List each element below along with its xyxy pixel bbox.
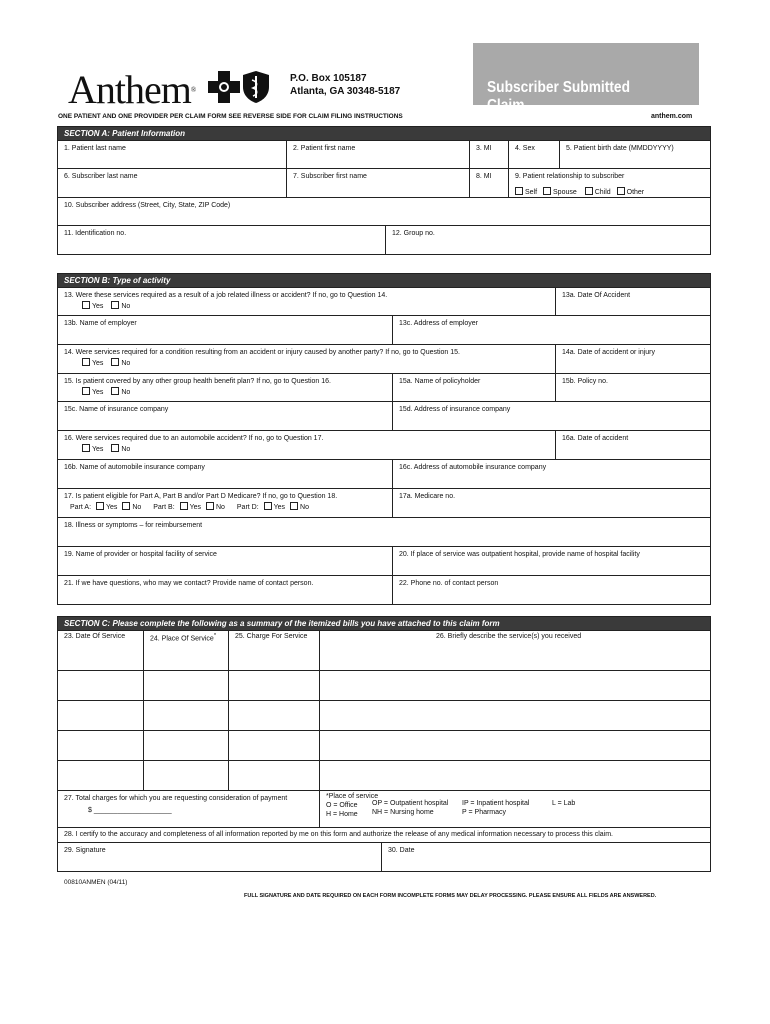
other-label: Other [626,189,645,196]
q27-label: 27. Total charges for which you are requesting consideration of payment [64,795,288,802]
part-a-yes-label: Yes [105,504,118,511]
service-date-cell[interactable] [58,761,143,790]
child-checkbox[interactable] [585,187,593,195]
website: anthem.com [651,113,693,120]
row-b19 [58,546,710,575]
subscriber-mi-field[interactable]: 8. MI [469,169,508,197]
service-place-cell[interactable] [143,731,228,760]
address-line2: Atlanta, GA 30348-5187 [290,86,401,97]
row-b15c [58,401,710,430]
spouse-checkbox[interactable] [543,187,551,195]
service-date-cell[interactable] [58,641,143,670]
place-of-service-key [319,791,710,827]
q14-no-label: No [121,360,131,367]
relationship-label: 9. Patient relationship to subscriber [515,173,625,180]
q20-hospital-facility-field[interactable]: 20. If place of service was outpatient hospital, provide name of hospital facility [392,547,710,575]
q28-certification: 28. I certify to the accuracy and completeness of all information reported by me on this form and authorize the release of any medical information necessary to process this claim. [64,831,613,838]
row-b15 [58,373,710,401]
q15d-insurance-address-field[interactable]: 15d. Address of insurance company [392,402,710,430]
service-date-cell[interactable] [58,731,143,760]
q29-signature-field[interactable]: 29. Signature [64,847,106,854]
q15c-insurance-company-field[interactable]: 15c. Name of insurance company [64,406,169,413]
q17-options [64,502,392,512]
section-a-title: SECTION A: Patient Information [58,127,710,140]
service-row [58,730,710,760]
col-date-of-service-header: 23. Date Of Service [64,633,126,640]
child-label: Child [594,189,611,196]
q15-options [64,387,392,397]
q21-contact-person-field[interactable]: 21. If we have questions, who may we contact? Provide name of contact person. [64,580,314,587]
service-row [58,700,710,730]
pos-lab: L = Lab [552,800,576,807]
row-c28 [58,827,710,842]
service-description-cell[interactable] [319,671,710,700]
anthem-logo: Anthem® [68,67,196,112]
pos-inpatient: IP = Inpatient hospital [462,800,530,807]
pos-outpatient: OP = Outpatient hospital [372,800,449,807]
col24-asterisk: * [213,633,217,639]
service-description-cell[interactable] [319,761,710,790]
q13-no-checkbox[interactable] [111,301,119,309]
q15-label: 15. Is patient covered by any other group health benefit plan? If no, go to Question 16. [64,378,331,385]
q13-yes-checkbox[interactable] [82,301,90,309]
pos-key-col1 [326,792,378,819]
identification-no-field[interactable]: 11. Identification no. [64,230,127,237]
q15-yes-label: Yes [92,389,104,396]
part-d-no-checkbox[interactable] [290,502,298,510]
q16-yes-label: Yes [92,446,104,453]
blue-cross-icon [207,70,241,104]
pos-key-col3 [462,799,529,817]
part-d-no-label: No [300,504,309,511]
q16-cell [58,431,555,459]
part-a-no-label: No [132,504,142,511]
part-d-yes-label: Yes [273,504,286,511]
q13a-date-field[interactable]: 13a. Date Of Accident [555,288,710,315]
patient-birth-date-field[interactable]: 5. Patient birth date (MMDDYYYY) [559,141,710,168]
col-place-of-service-header [143,631,228,641]
row-c29 [58,842,710,871]
service-description-cell[interactable] [319,701,710,730]
spouse-label: Spouse [553,189,577,196]
service-charge-cell[interactable] [228,701,319,730]
service-place-cell[interactable] [143,641,228,670]
q13c-employer-address-field[interactable]: 13c. Address of employer [392,316,710,344]
service-charge-cell[interactable] [228,641,319,670]
part-a-label: Part A: [70,504,92,511]
form-code: 00810ANMEN (04/11) [64,879,128,886]
part-b-no-label: No [215,504,225,511]
q15b-policy-no-field[interactable]: 15b. Policy no. [555,374,710,401]
q14-cell [58,345,555,373]
patient-mi-field[interactable]: 3. MI [469,141,508,168]
relationship-options [515,187,710,197]
row-a2 [58,168,710,197]
row-b16b [58,459,710,488]
pos-title: *Place of service [326,793,379,800]
pos-pharmacy: P = Pharmacy [462,809,507,816]
form-title: Subscriber Submitted Claim [487,79,630,114]
service-description-cell[interactable] [319,731,710,760]
q16a-date-field[interactable]: 16a. Date of accident [555,431,710,459]
pos-office: O = Office [326,802,358,809]
q16-options [64,444,555,454]
q15-no-checkbox[interactable] [111,387,119,395]
col-charge-header: 25. Charge For Service [228,631,319,641]
service-row [58,760,710,790]
filing-notice: ONE PATIENT AND ONE PROVIDER PER CLAIM FORM SEE REVERSE SIDE FOR CLAIM FILING INSTRUCTIONS [58,113,403,120]
row-b14 [58,344,710,373]
form-title-box [473,43,699,114]
row-c27 [58,790,710,827]
service-place-cell[interactable] [143,671,228,700]
q13-no-label: No [121,303,131,310]
mailing-address [290,72,400,98]
row-b16 [58,430,710,459]
part-d-label: Part D: [236,504,259,511]
pos-home: H = Home [326,811,358,818]
section-b [57,273,711,605]
q19-provider-field[interactable]: 19. Name of provider or hospital facility of service [64,551,217,558]
service-rows [58,641,710,790]
q14a-date-field[interactable]: 14a. Date of accident or injury [555,345,710,373]
pos-key-col2 [372,799,448,817]
part-d-yes-checkbox[interactable] [264,502,272,510]
q16-no-checkbox[interactable] [111,444,119,452]
service-charge-cell[interactable] [228,731,319,760]
q15-yes-checkbox[interactable] [82,387,90,395]
relationship-field [508,169,710,197]
patient-first-name-field[interactable]: 2. Patient first name [286,141,469,168]
group-no-field[interactable]: 12. Group no. [385,226,710,254]
section-c [57,616,711,872]
service-row [58,641,710,670]
pos-nursing-home: NH = Nursing home [372,809,434,816]
q17-label: 17. Is patient eligible for Part A, Part B and/or Part D Medicare? If no, go to Question 18. [64,493,338,500]
pos-key-col4 [552,799,575,808]
service-date-cell[interactable] [58,671,143,700]
subscriber-first-name-field[interactable]: 7. Subscriber first name [286,169,469,197]
q16c-auto-insurance-address-field[interactable]: 16c. Address of automobile insurance company [392,460,710,488]
q14-label: 14. Were services required for a condition resulting from an accident or injury caused by another party? If no, go to Question 15. [64,349,460,356]
q16-no-label: No [121,446,131,453]
q15-cell [58,374,392,401]
service-place-cell[interactable] [143,701,228,730]
row-a4 [58,225,710,254]
q27-amount: $ ____________________ [88,807,172,814]
patient-last-name-field[interactable]: 1. Patient last name [64,145,126,152]
section-a [57,126,711,255]
row-c-headers [58,630,710,641]
self-label: Self [525,189,538,196]
q17-cell [58,489,392,517]
service-charge-cell[interactable] [228,671,319,700]
q17a-medicare-no-field[interactable]: 17a. Medicare no. [392,489,710,517]
self-checkbox[interactable] [515,187,523,195]
row-a3 [58,197,710,225]
q14-options [64,358,555,368]
footer-note: FULL SIGNATURE AND DATE REQUIRED ON EACH FORM INCOMPLETE FORMS MAY DELAY PROCESSING. PLEASE ENSURE ALL FIELDS ARE ANSWERED. [244,893,657,899]
service-date-cell[interactable] [58,701,143,730]
service-charge-cell[interactable] [228,761,319,790]
subscriber-address-field[interactable]: 10. Subscriber address (Street, City, State, ZIP Code) [64,202,231,209]
service-row [58,670,710,700]
q22-phone-no-field[interactable]: 22. Phone no. of contact person [392,576,710,604]
row-b18 [58,517,710,546]
part-b-yes-checkbox[interactable] [180,502,188,510]
q13-options [64,301,555,311]
part-a-yes-checkbox[interactable] [96,502,104,510]
section-c-title: SECTION C: Please complete the following as a summary of the itemized bills you have attached to this claim form [58,617,710,630]
q30-date-field[interactable]: 30. Date [381,843,710,871]
q13b-employer-field[interactable]: 13b. Name of employer [64,320,137,327]
q13-cell [58,288,555,315]
q16-label: 16. Were services required due to an automobile accident? If no, go to Question 17. [64,435,324,442]
q14-yes-checkbox[interactable] [82,358,90,366]
q13-label: 13. Were these services required as a result of a job related illness or accident? If no, go to Question 14. [64,292,388,299]
row-b13 [58,287,710,315]
q14-yes-label: Yes [92,360,104,367]
q27-total-charges-field[interactable] [58,791,319,827]
part-a-no-checkbox[interactable] [122,502,130,510]
address-line1: P.O. Box 105187 [290,73,367,84]
service-description-cell[interactable] [319,641,710,670]
service-place-cell[interactable] [143,761,228,790]
part-b-label: Part B: [153,504,175,511]
q14-no-checkbox[interactable] [111,358,119,366]
part-b-yes-label: Yes [189,504,202,511]
q18-illness-field[interactable]: 18. Illness or symptoms – for reimbursement [64,522,203,529]
blue-shield-icon [242,70,270,104]
col24-label: 24. Place Of Service [150,635,214,643]
patient-sex-field[interactable]: 4. Sex [508,141,559,168]
subscriber-last-name-field[interactable]: 6. Subscriber last name [64,173,138,180]
row-a1 [58,140,710,168]
q16-yes-checkbox[interactable] [82,444,90,452]
other-checkbox[interactable] [617,187,625,195]
row-b13b [58,315,710,344]
row-b21 [58,575,710,604]
section-b-title: SECTION B: Type of activity [58,274,710,287]
q15a-policyholder-field[interactable]: 15a. Name of policyholder [392,374,555,401]
q16b-auto-insurance-field[interactable]: 16b. Name of automobile insurance company [64,464,205,471]
part-b-no-checkbox[interactable] [206,502,214,510]
col-description-header: 26. Briefly describe the service(s) you received [319,631,710,641]
q15-no-label: No [121,389,131,396]
row-b17 [58,488,710,517]
q13-yes-label: Yes [92,303,104,310]
